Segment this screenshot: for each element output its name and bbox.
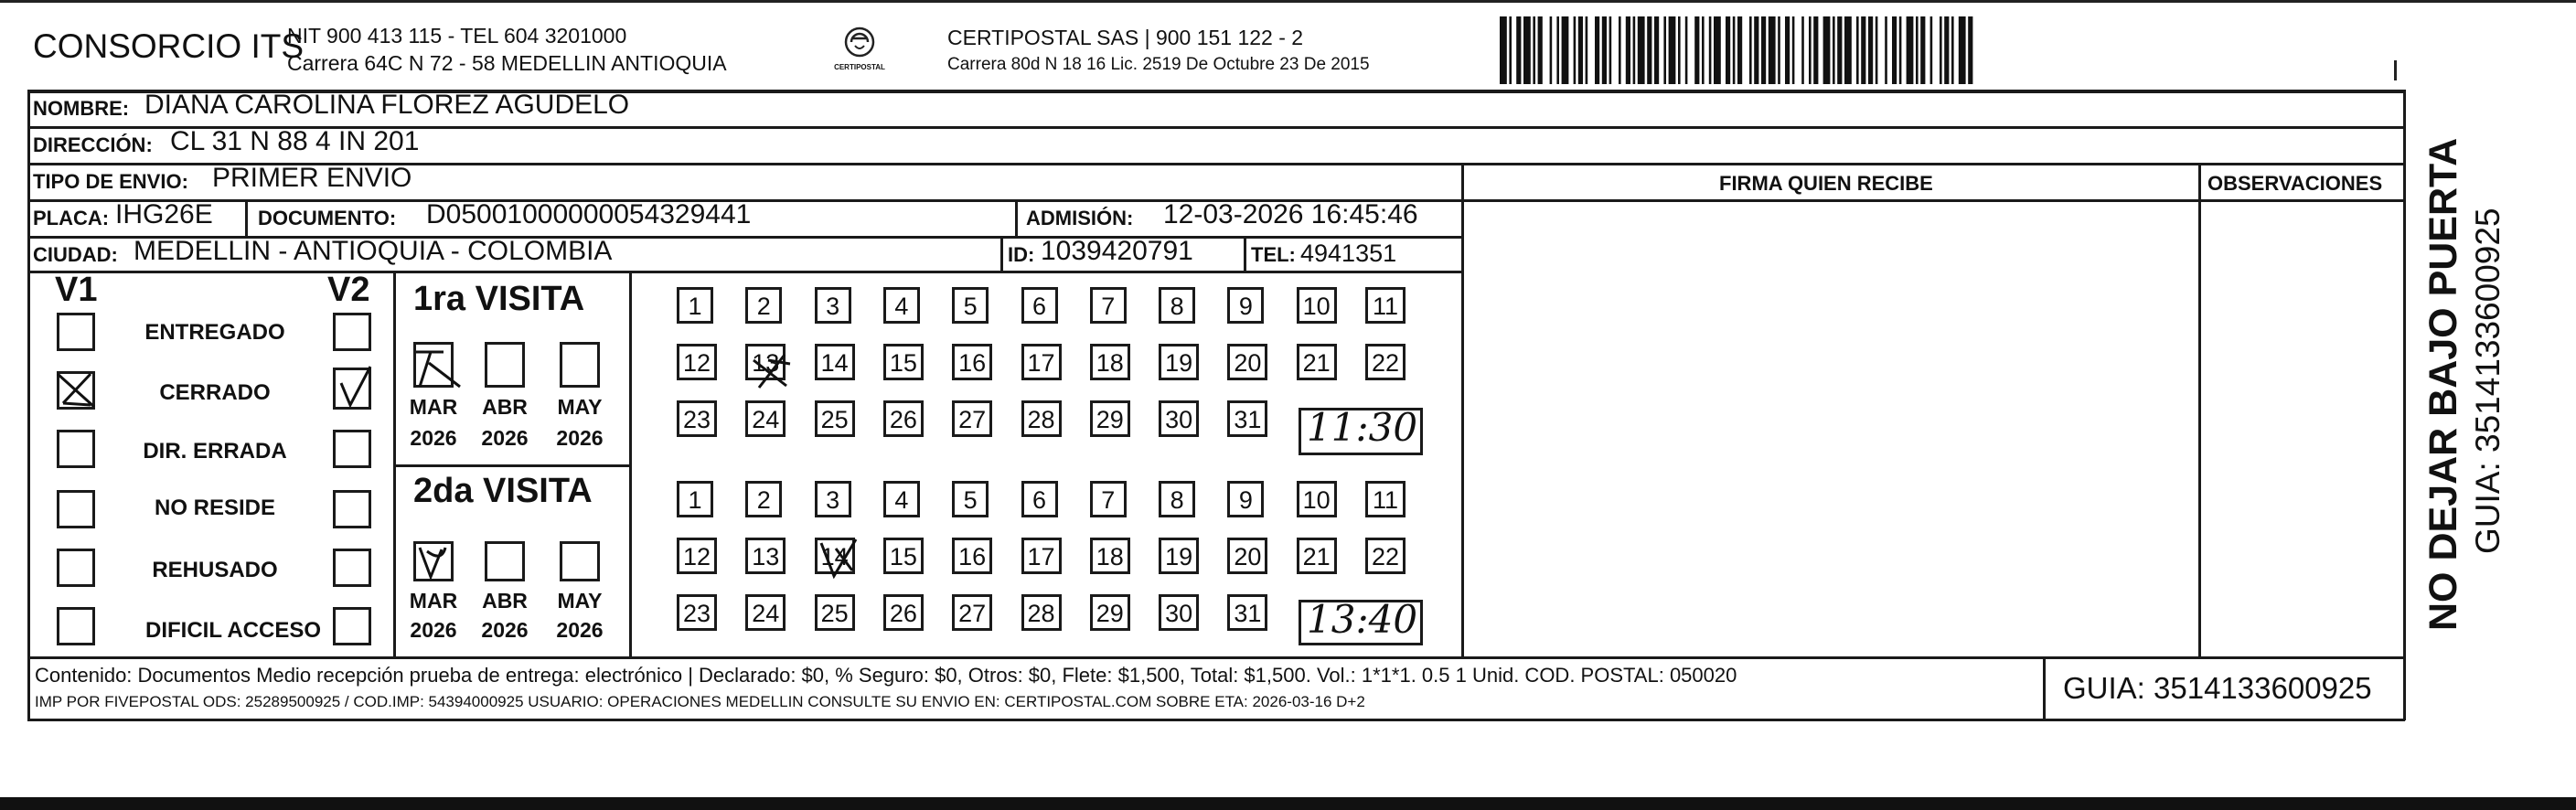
footer-contenido: Contenido: Documentos Medio recepción prueba de entrega: electrónico | Declarado: $0, % Seguro: $0, Otros: $0, Flete: $1,500, Total: $1,500. Vol.: 1*1*1. 0.5 1 Unid. COD. POSTAL: 050020 xyxy=(35,664,1737,687)
first-visit-day-31[interactable]: 31 xyxy=(1227,400,1267,437)
second-visit-day-7[interactable]: 7 xyxy=(1090,481,1127,517)
first-visit-time: 11:30 xyxy=(1307,405,1418,450)
first-visit-day-14[interactable]: 14 xyxy=(815,344,855,380)
v1-cerrado-box[interactable] xyxy=(57,371,95,410)
footer-imp: IMP POR FIVEPOSTAL ODS: 25289500925 / COD.IMP: 54394000925 USUARIO: OPERACIONES MEDELLIN CONSULTE SU ENVIO EN: CERTIPOSTAL.COM SOBRE ETA: 2026-03-16 D+2 xyxy=(35,693,1365,710)
first-visit-year-mar: 2026 xyxy=(410,426,457,450)
second-visit-day-18[interactable]: 18 xyxy=(1090,538,1130,574)
first-visit-day-20[interactable]: 20 xyxy=(1227,344,1267,380)
admision-label: ADMISIÓN: xyxy=(1026,207,1134,229)
second-visit-time: 13:40 xyxy=(1307,597,1418,642)
v1-dir-errada-box[interactable] xyxy=(57,430,95,468)
first-visit-mar-box[interactable] xyxy=(413,342,454,388)
v2-entregado-box[interactable] xyxy=(333,313,371,351)
v2-dir-errada-box[interactable] xyxy=(333,430,371,468)
v2-no-reside-box[interactable] xyxy=(333,490,371,528)
direccion-value: CL 31 N 88 4 IN 201 xyxy=(170,126,420,156)
corner-mark xyxy=(2394,60,2397,80)
nombre-value: DIANA CAROLINA FLOREZ AGUDELO xyxy=(144,90,630,120)
v1-label: V1 xyxy=(55,271,98,309)
second-visit-day-3[interactable]: 3 xyxy=(815,481,851,517)
admision-value: 12-03-2026 16:45:46 xyxy=(1163,199,1418,229)
first-visit-title: 1ra VISITA xyxy=(413,280,585,318)
check-mark-icon xyxy=(334,365,378,412)
first-visit-day-16[interactable]: 16 xyxy=(952,344,992,380)
v2-label: V2 xyxy=(327,271,370,309)
first-visit-day-23[interactable]: 23 xyxy=(677,400,717,437)
placa-label: PLACA: xyxy=(33,207,110,229)
first-visit-day-11[interactable]: 11 xyxy=(1365,287,1406,324)
certipostal-logo xyxy=(828,24,892,79)
tel-label: TEL: xyxy=(1251,243,1296,266)
second-visit-year-mar: 2026 xyxy=(410,618,457,642)
second-visit-day-24[interactable]: 24 xyxy=(745,594,786,631)
second-visit-day-5[interactable]: 5 xyxy=(952,481,989,517)
v1-dificil-acceso-box[interactable] xyxy=(57,607,95,645)
status-no-reside: NO RESIDE xyxy=(154,496,276,520)
first-visit-month-may: MAY xyxy=(557,395,603,419)
day-13-cross-icon xyxy=(748,351,794,393)
second-visit-day-6[interactable]: 6 xyxy=(1021,481,1058,517)
side-warning xyxy=(2421,82,2467,631)
second-visit-day-27[interactable]: 27 xyxy=(952,594,992,631)
first-visit-day-19[interactable]: 19 xyxy=(1159,344,1199,380)
first-visit-day-25[interactable]: 25 xyxy=(815,400,855,437)
first-visit-month-abr: ABR xyxy=(482,395,528,419)
second-visit-day-15[interactable]: 15 xyxy=(883,538,924,574)
second-visit-month-may: MAY xyxy=(557,589,603,613)
check-mark-icon xyxy=(414,542,456,584)
status-rehusado: REHUSADO xyxy=(152,558,278,582)
first-visit-day-29[interactable]: 29 xyxy=(1090,400,1130,437)
second-visit-day-21[interactable]: 21 xyxy=(1297,538,1337,574)
barcode xyxy=(1498,16,2229,84)
first-visit-year-may: 2026 xyxy=(556,426,604,450)
tipo-envio-value: PRIMER ENVIO xyxy=(212,163,412,193)
second-visit-day-10[interactable]: 10 xyxy=(1297,481,1337,517)
first-visit-day-18[interactable]: 18 xyxy=(1090,344,1130,380)
second-visit-year-abr: 2026 xyxy=(481,618,529,642)
second-visit-day-13[interactable]: 13 xyxy=(745,538,786,574)
first-visit-day-24[interactable]: 24 xyxy=(745,400,786,437)
first-visit-day-10[interactable]: 10 xyxy=(1297,287,1337,324)
first-visit-time-box[interactable] xyxy=(1299,405,1423,455)
ciudad-value: MEDELLIN - ANTIOQUIA - COLOMBIA xyxy=(134,236,613,266)
tipo-envio-label: TIPO DE ENVIO: xyxy=(33,170,188,193)
first-visit-day-8[interactable]: 8 xyxy=(1159,287,1195,324)
tel-value: 4941351 xyxy=(1300,240,1397,267)
observaciones-label: OBSERVACIONES xyxy=(2207,172,2383,195)
second-visit-day-17[interactable]: 17 xyxy=(1021,538,1062,574)
first-visit-day-15[interactable]: 15 xyxy=(883,344,924,380)
first-visit-day-3[interactable]: 3 xyxy=(815,287,851,324)
second-visit-month-abr: ABR xyxy=(482,589,528,613)
nombre-label: NOMBRE: xyxy=(33,97,130,120)
placa-value: IHG26E xyxy=(115,199,213,229)
first-visit-may-box[interactable] xyxy=(560,342,600,388)
second-visit-year-may: 2026 xyxy=(556,618,604,642)
status-cerrado: CERRADO xyxy=(159,380,271,405)
first-visit-day-13[interactable]: 13 xyxy=(745,344,786,380)
logo-text: CERTIPOSTAL xyxy=(834,63,885,71)
second-visit-day-16[interactable]: 16 xyxy=(952,538,992,574)
scan-top-line xyxy=(0,0,2576,3)
first-visit-day-26[interactable]: 26 xyxy=(883,400,924,437)
first-visit-day-1[interactable]: 1 xyxy=(677,287,713,324)
v2-dificil-acceso-box[interactable] xyxy=(333,607,371,645)
v1-rehusado-box[interactable] xyxy=(57,549,95,587)
no-dejar-bajo-puerta: NO DEJAR BAJO PUERTA xyxy=(2421,137,2465,631)
second-visit-day-26[interactable]: 26 xyxy=(883,594,924,631)
first-visit-day-30[interactable]: 30 xyxy=(1159,400,1199,437)
company-name: CONSORCIO ITS xyxy=(33,27,305,65)
firma-label: FIRMA QUIEN RECIBE xyxy=(1719,172,1933,195)
first-visit-day-6[interactable]: 6 xyxy=(1021,287,1058,324)
second-visit-day-8[interactable]: 8 xyxy=(1159,481,1195,517)
second-visit-day-1[interactable]: 1 xyxy=(677,481,713,517)
second-visit-month-mar: MAR xyxy=(409,589,458,613)
second-visit-day-22[interactable]: 22 xyxy=(1365,538,1406,574)
v1-entregado-box[interactable] xyxy=(57,313,95,351)
second-visit-day-12[interactable]: 12 xyxy=(677,538,717,574)
second-visit-time-box[interactable] xyxy=(1299,597,1423,645)
carrier-license: Carrera 80d N 18 16 Lic. 2519 De Octubre 23 De 2015 xyxy=(947,55,1370,74)
first-visit-day-17[interactable]: 17 xyxy=(1021,344,1062,380)
documento-label: DOCUMENTO: xyxy=(258,207,397,229)
ciudad-label: CIUDAD: xyxy=(33,243,118,266)
carrier-info: CERTIPOSTAL SAS | 900 151 122 - 2 xyxy=(947,26,1304,49)
v2-cerrado-box[interactable] xyxy=(333,368,371,410)
status-dificil-acceso: DIFICIL ACCESO xyxy=(144,618,321,643)
status-entregado: ENTREGADO xyxy=(144,320,285,345)
second-visit-day-20[interactable]: 20 xyxy=(1227,538,1267,574)
v1-no-reside-box[interactable] xyxy=(57,490,95,528)
first-visit-day-21[interactable]: 21 xyxy=(1297,344,1337,380)
second-visit-day-4[interactable]: 4 xyxy=(883,481,920,517)
first-visit-day-22[interactable]: 22 xyxy=(1365,344,1406,380)
side-guia-number: GUIA: 3514133600925 xyxy=(2469,208,2507,554)
first-visit-abr-box[interactable] xyxy=(485,342,525,388)
second-visit-day-28[interactable]: 28 xyxy=(1021,594,1062,631)
documento-value: D05001000000054329441 xyxy=(426,199,752,229)
footer-guia: GUIA: 3514133600925 xyxy=(2063,671,2372,705)
second-visit-mar-box[interactable] xyxy=(413,541,454,581)
first-visit-day-2[interactable]: 2 xyxy=(745,287,782,324)
second-visit-abr-box[interactable] xyxy=(485,541,525,581)
first-visit-year-abr: 2026 xyxy=(481,426,529,450)
first-visit-day-4[interactable]: 4 xyxy=(883,287,920,324)
second-visit-day-29[interactable]: 29 xyxy=(1090,594,1130,631)
second-visit-day-2[interactable]: 2 xyxy=(745,481,782,517)
second-visit-day-9[interactable]: 9 xyxy=(1227,481,1264,517)
id-value: 1039420791 xyxy=(1041,236,1193,266)
cross-mark-icon xyxy=(412,341,464,392)
id-label: ID: xyxy=(1008,243,1035,266)
second-visit-day-14[interactable]: 14 xyxy=(815,538,855,574)
company-nit: NIT 900 413 115 - TEL 604 3201000 xyxy=(287,24,627,48)
company-address: Carrera 64C N 72 - 58 MEDELLIN ANTIOQUIA xyxy=(287,51,727,75)
day-14-cross-icon xyxy=(816,538,861,583)
first-visit-day-9[interactable]: 9 xyxy=(1227,287,1264,324)
first-visit-day-12[interactable]: 12 xyxy=(677,344,717,380)
first-visit-day-28[interactable]: 28 xyxy=(1021,400,1062,437)
first-visit-day-27[interactable]: 27 xyxy=(952,400,992,437)
second-visit-day-23[interactable]: 23 xyxy=(677,594,717,631)
cross-mark-icon xyxy=(54,370,100,412)
second-visit-day-25[interactable]: 25 xyxy=(815,594,855,631)
first-visit-day-7[interactable]: 7 xyxy=(1090,287,1127,324)
side-guia xyxy=(2469,97,2509,554)
second-visit-day-30[interactable]: 30 xyxy=(1159,594,1199,631)
second-visit-day-11[interactable]: 11 xyxy=(1365,481,1406,517)
second-visit-may-box[interactable] xyxy=(560,541,600,581)
status-dir-errada: DIR. ERRADA xyxy=(143,439,287,464)
first-visit-month-mar: MAR xyxy=(409,395,458,419)
first-visit-day-5[interactable]: 5 xyxy=(952,287,989,324)
second-visit-day-19[interactable]: 19 xyxy=(1159,538,1199,574)
second-visit-title: 2da VISITA xyxy=(413,472,593,510)
second-visit-day-31[interactable]: 31 xyxy=(1227,594,1267,631)
v2-rehusado-box[interactable] xyxy=(333,549,371,587)
bottom-rule xyxy=(0,797,2576,810)
direccion-label: DIRECCIÓN: xyxy=(33,133,153,156)
